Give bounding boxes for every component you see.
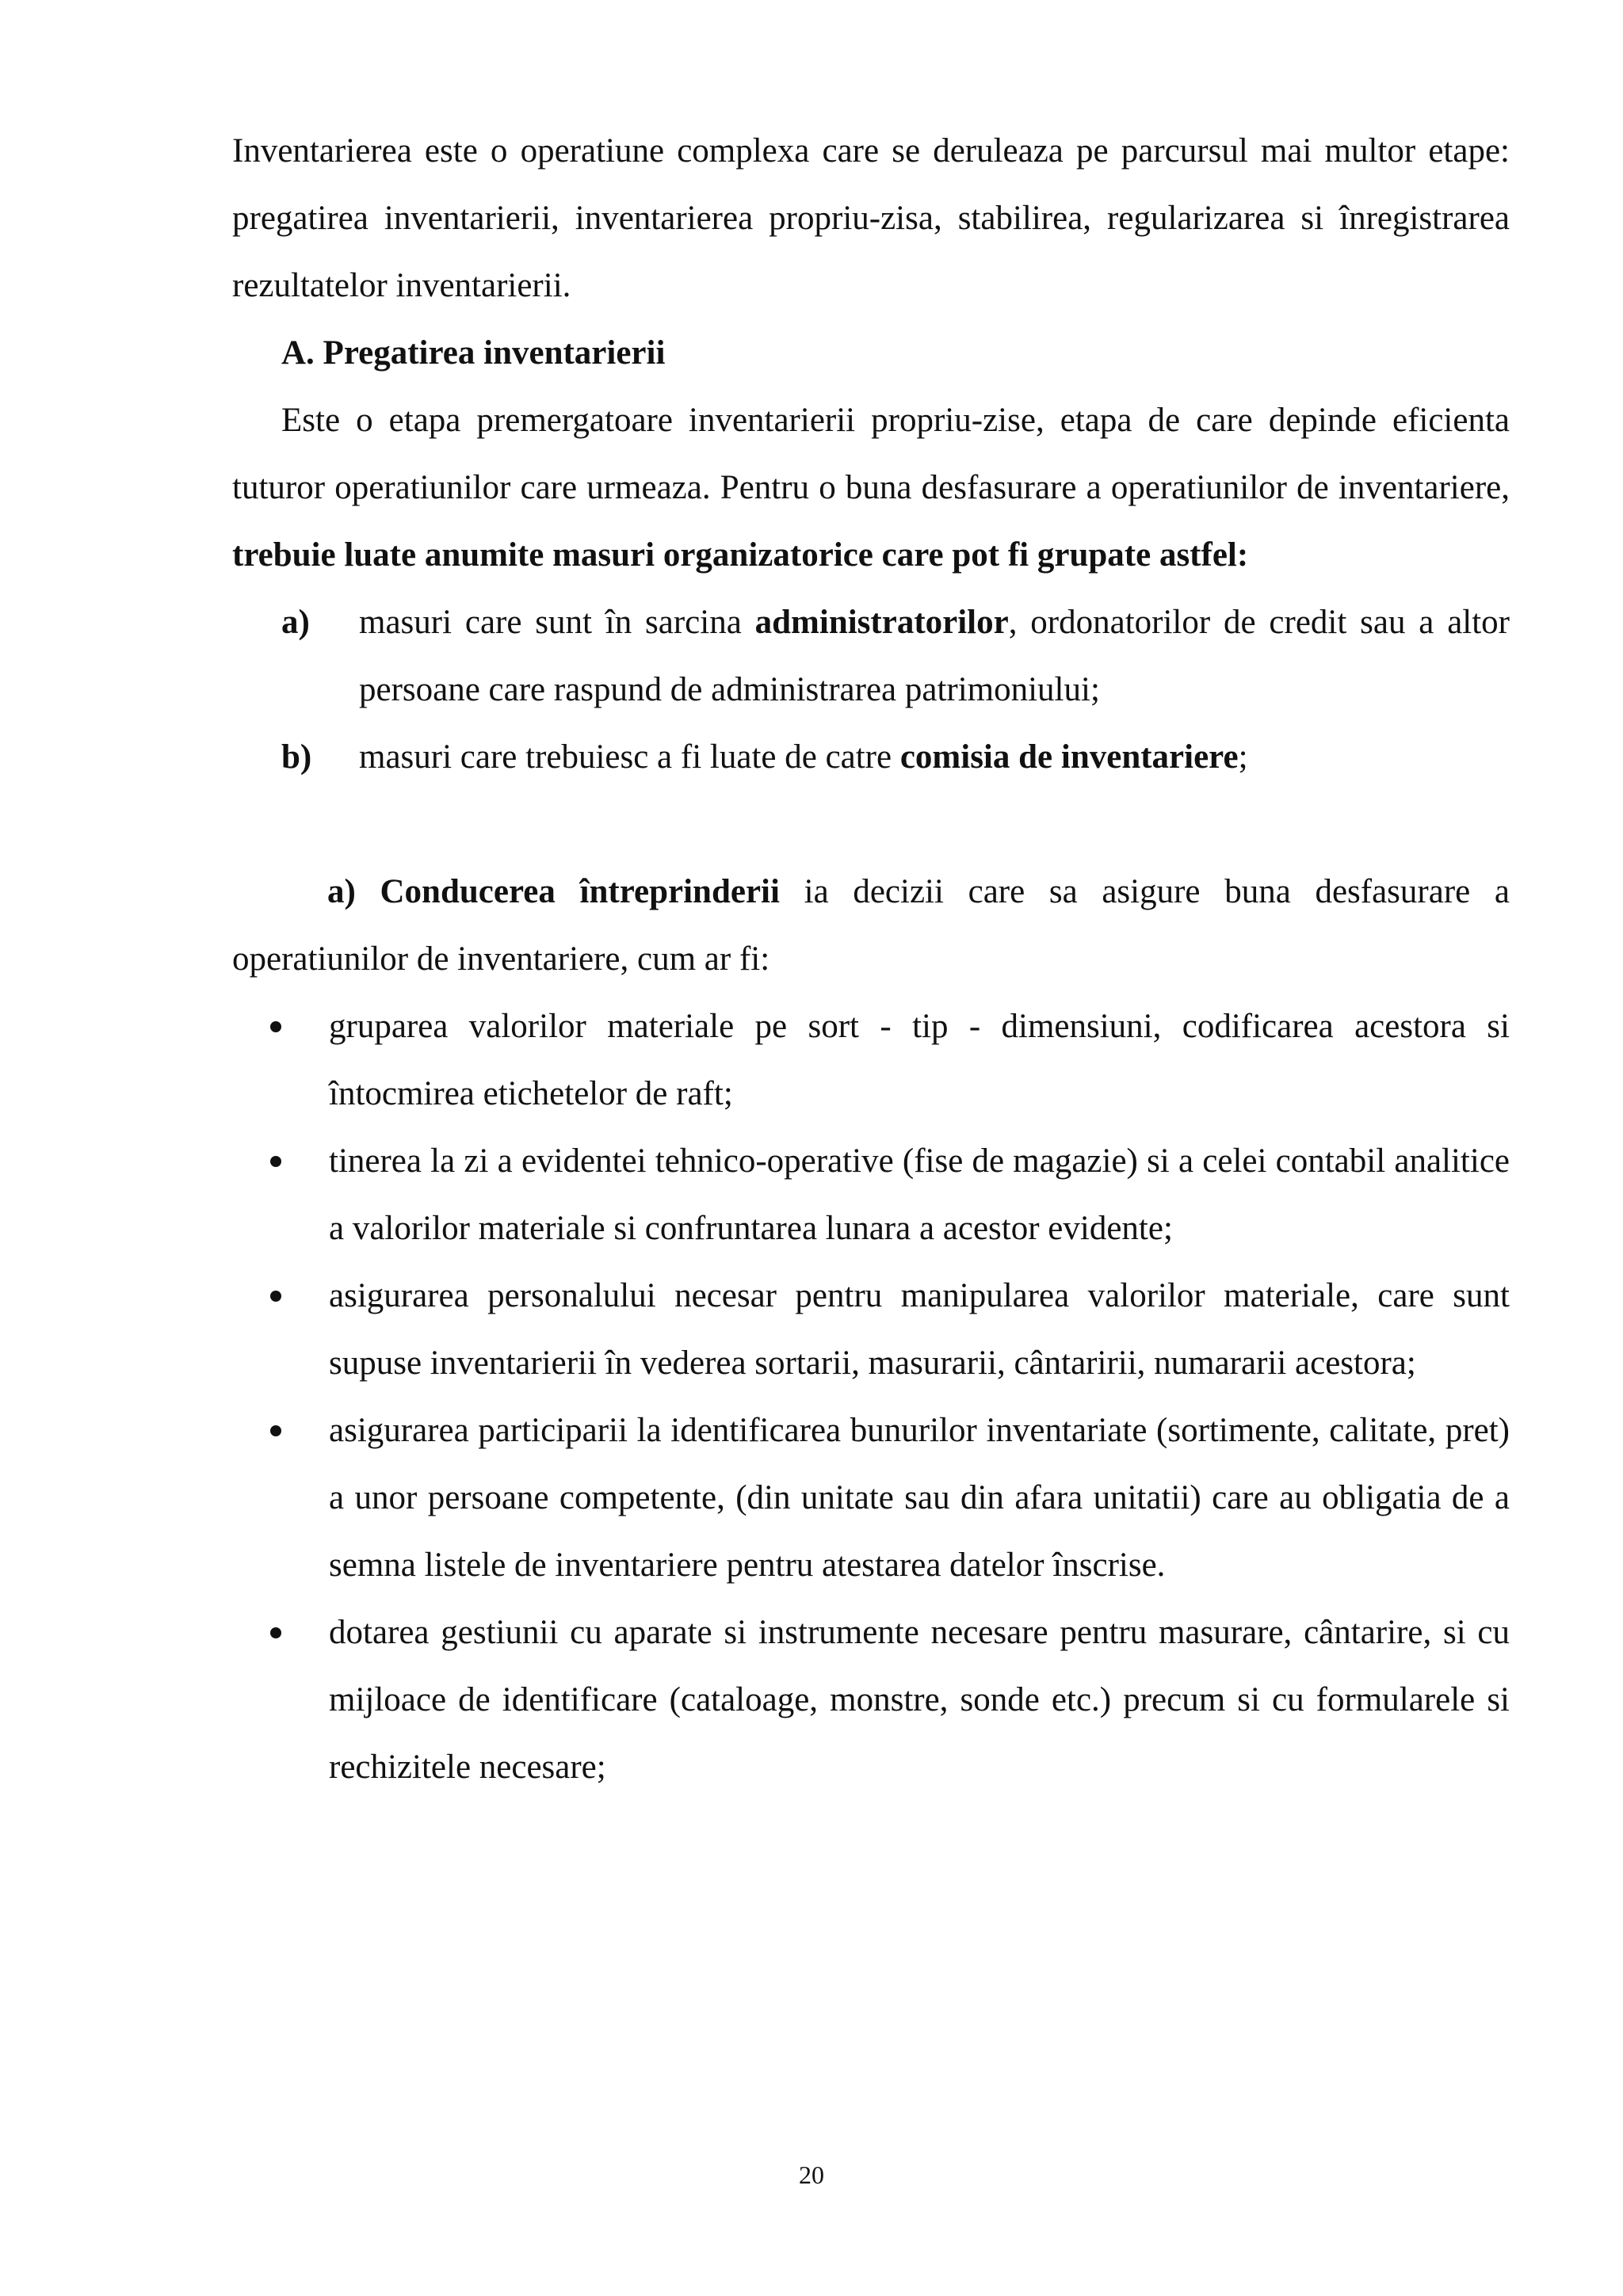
bullet-item bbox=[232, 993, 1510, 1127]
subsection-a-paragraph bbox=[232, 858, 1510, 993]
bullet-text: dotarea gestiunii cu aparate si instrumente necesare pentru masurare, cântarire, si cu mijloace de identificare (cataloage, monstre, sonde etc.) precum si cu formularele si rechizitele necesare; bbox=[329, 1614, 1510, 1786]
lettered-item-b-after: ; bbox=[1238, 738, 1248, 776]
bullet-item bbox=[232, 1599, 1510, 1801]
bullet-item bbox=[232, 1262, 1510, 1397]
bullet-icon bbox=[270, 1156, 281, 1167]
section-a-paragraph bbox=[232, 387, 1510, 589]
bullet-item bbox=[232, 1397, 1510, 1599]
lettered-marker-b: b) bbox=[281, 738, 312, 776]
lettered-item-a-before: masuri care sunt în sarcina bbox=[359, 604, 755, 641]
lettered-item-b-bold: comisia de inventariere bbox=[899, 738, 1239, 776]
intro-paragraph: Inventarierea este o operatiune complexa care se deruleaza pe parcursul mai multor etape: pregatirea inventarierii, inventarierea propriu-zisa, stabilirea, regularizarea si înregistrarea rezultatelor inventarierii. bbox=[232, 132, 1510, 304]
lettered-item-b bbox=[232, 723, 1510, 791]
bullet-text: asigurarea participarii la identificarea bunurilor inventariate (sortimente, calitate, pret) a unor persoane competente, (din unitate sau din afara unitatii) care au obligatia de a semna listele de inventariere pentru atestarea datelor înscrise. bbox=[329, 1412, 1510, 1584]
bullet-item bbox=[232, 1127, 1510, 1262]
bullet-text: gruparea valorilor materiale pe sort - tip - dimensiuni, codificarea acestora si întocmirea etichetelor de raft; bbox=[329, 1008, 1510, 1112]
section-spacer bbox=[232, 791, 1510, 858]
lettered-item-a-after: , ordonatorilor de credit sau a altor persoane care raspund de administrarea patrimoniului; bbox=[359, 604, 1510, 708]
document-page bbox=[232, 117, 1510, 1801]
section-a-text: Este o etapa premergatoare inventarierii propriu-zise, etapa de care depinde eficienta tuturor operatiunilor care urmeaza. Pentru o buna desfasurare a operatiunilor de inventariere, bbox=[232, 402, 1510, 506]
lettered-item-a-bold: administratorilor bbox=[754, 604, 1009, 641]
bullet-icon bbox=[270, 1291, 281, 1302]
lettered-item-a bbox=[232, 589, 1510, 723]
bullet-list bbox=[232, 993, 1510, 1801]
section-a-heading: A. Pregatirea inventarierii bbox=[281, 334, 666, 372]
bullet-text: asigurarea personalului necesar pentru manipularea valorilor materiale, care sunt supuse inventarierii în vederea sortarii, masurarii, cântaririi, numararii acestora; bbox=[329, 1277, 1510, 1382]
bullet-text: tinerea la zi a evidentei tehnico-operative (fise de magazie) si a celei contabil analitice a valorilor materiale si confruntarea lunara a acestor evidente; bbox=[329, 1142, 1510, 1247]
bullet-icon bbox=[270, 1425, 281, 1436]
page-number: 20 bbox=[799, 2161, 824, 2189]
bullet-icon bbox=[270, 1021, 281, 1032]
subsection-a-text: ia decizii care sa asigure buna desfasurare a operatiunilor de inventariere, cum ar fi: bbox=[232, 873, 1510, 978]
bullet-icon bbox=[270, 1627, 281, 1638]
lettered-marker-a: a) bbox=[281, 604, 310, 641]
subsection-a-bold: a) Conducerea întreprinderii bbox=[327, 873, 780, 910]
lettered-item-b-before: masuri care trebuiesc a fi luate de catre bbox=[359, 738, 900, 776]
section-a-bold-text: trebuie luate anumite masuri organizatorice care pot fi grupate astfel: bbox=[232, 536, 1249, 574]
